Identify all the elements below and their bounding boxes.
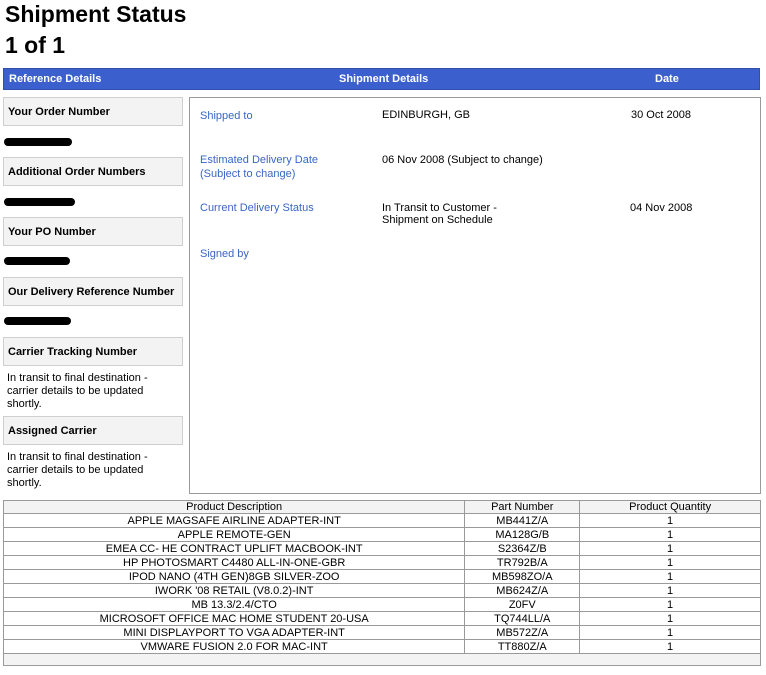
assigned-carrier-value: In transit to final destination - carrier details to be updated shortly. (7, 451, 148, 489)
product-quantity: 1 (580, 542, 761, 556)
assigned-carrier-label: Assigned Carrier (3, 416, 183, 445)
product-description: MINI DISPLAYPORT TO VGA ADAPTER-INT (4, 626, 465, 640)
table-row (4, 556, 761, 570)
delivery-status-date: 04 Nov 2008 (630, 202, 693, 214)
table-footer (4, 654, 761, 666)
product-quantity: 1 (580, 570, 761, 584)
part-number: TQ744LL/A (465, 612, 580, 626)
order-number-label: Your Order Number (3, 97, 183, 126)
header-product-description: Product Description (4, 501, 465, 514)
additional-order-numbers-label: Additional Order Numbers (3, 157, 183, 186)
products-table (3, 500, 761, 666)
table-row (4, 640, 761, 654)
part-number: Z0FV (465, 598, 580, 612)
part-number: MB624Z/A (465, 584, 580, 598)
redacted-order-number (4, 138, 72, 146)
page-title: Shipment Status (5, 1, 187, 27)
redacted-po-number (4, 257, 70, 265)
product-description: APPLE MAGSAFE AIRLINE ADAPTER-INT (4, 514, 465, 528)
header-part-number: Part Number (465, 501, 580, 514)
shipment-details-panel (189, 97, 761, 494)
part-number: S2364Z/B (465, 542, 580, 556)
estimated-delivery-value: 06 Nov 2008 (Subject to change) (382, 154, 543, 166)
signed-by-label: Signed by (200, 248, 249, 260)
product-quantity: 1 (580, 514, 761, 528)
redacted-delivery-reference (4, 317, 71, 325)
shipped-to-label: Shipped to (200, 110, 253, 122)
table-row (4, 626, 761, 640)
date-heading: Date (655, 73, 679, 85)
product-description: MB 13.3/2.4/CTO (4, 598, 465, 612)
table-footer-row (4, 654, 761, 666)
table-row (4, 528, 761, 542)
delivery-reference-label: Our Delivery Reference Number (3, 277, 183, 306)
po-number-label: Your PO Number (3, 217, 183, 246)
table-row (4, 514, 761, 528)
product-quantity: 1 (580, 612, 761, 626)
section-header-bar (3, 68, 760, 90)
product-description: APPLE REMOTE-GEN (4, 528, 465, 542)
product-quantity: 1 (580, 640, 761, 654)
table-row (4, 612, 761, 626)
product-quantity: 1 (580, 598, 761, 612)
product-quantity: 1 (580, 626, 761, 640)
shipped-date: 30 Oct 2008 (631, 109, 691, 121)
delivery-status-label: Current Delivery Status (200, 202, 314, 214)
part-number: MB441Z/A (465, 514, 580, 528)
products-header-row (4, 501, 761, 514)
product-description: MICROSOFT OFFICE MAC HOME STUDENT 20-USA (4, 612, 465, 626)
part-number: MB598ZO/A (465, 570, 580, 584)
page-counter: 1 of 1 (5, 32, 66, 58)
product-quantity: 1 (580, 556, 761, 570)
product-description: HP PHOTOSMART C4480 ALL-IN-ONE-GBR (4, 556, 465, 570)
redacted-additional-orders (4, 198, 75, 206)
product-description: IPOD NANO (4TH GEN)8GB SILVER-ZOO (4, 570, 465, 584)
product-quantity: 1 (580, 584, 761, 598)
delivery-status-value: In Transit to Customer - Shipment on Schedule (382, 202, 497, 226)
product-description: VMWARE FUSION 2.0 FOR MAC-INT (4, 640, 465, 654)
shipped-to-value: EDINBURGH, GB (382, 109, 471, 121)
part-number: TR792B/A (465, 556, 580, 570)
table-row (4, 598, 761, 612)
estimated-delivery-label: Estimated Delivery Date (Subject to change) (200, 154, 318, 180)
reference-details-heading: Reference Details (9, 73, 102, 85)
carrier-tracking-label: Carrier Tracking Number (3, 337, 183, 366)
carrier-tracking-value: In transit to final destination - carrier details to be updated shortly. (7, 372, 148, 410)
part-number: MB572Z/A (465, 626, 580, 640)
table-row (4, 584, 761, 598)
shipment-details-heading: Shipment Details (339, 73, 429, 85)
product-description: IWORK '08 RETAIL (V8.0.2)-INT (4, 584, 465, 598)
product-description: EMEA CC- HE CONTRACT UPLIFT MACBOOK-INT (4, 542, 465, 556)
part-number: TT880Z/A (465, 640, 580, 654)
product-quantity: 1 (580, 528, 761, 542)
table-row (4, 542, 761, 556)
header-product-quantity: Product Quantity (580, 501, 761, 514)
table-row (4, 570, 761, 584)
part-number: MA128G/B (465, 528, 580, 542)
